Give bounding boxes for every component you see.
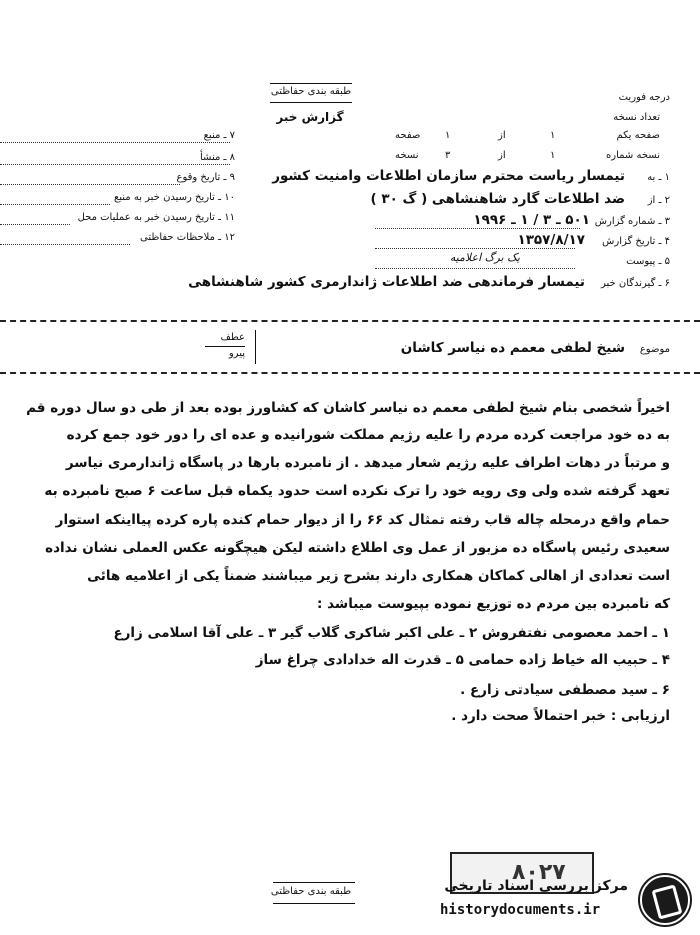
- field-report-date-label: ۴ ـ تاریخ گزارش: [602, 236, 670, 247]
- field-origin-line: [0, 164, 230, 165]
- field-report-number-label: ۳ ـ شماره گزارش: [594, 216, 670, 227]
- field-date-to-source: ۱۰ ـ تاریخ رسیدن خبر به منبع: [113, 192, 235, 203]
- subject-value: شیخ لطفی معمم ده نیاسر کاشان: [400, 340, 625, 356]
- classification-top-rule-2: [270, 102, 352, 103]
- copy-of: از: [498, 150, 506, 161]
- body-line: تعهد گرفته شده ولی وی رویه خود را ترک نکرده است حدود یکماه قبل ساعت ۶ صبح نامبرده به: [44, 483, 670, 499]
- classification-top: طبقه بندی حفاظتی: [270, 86, 352, 97]
- archive-name: مرکز بررسی اسناد تاریخی: [444, 878, 628, 894]
- field-security-notes: ۱۲ ـ ملاحظات حفاظتی: [140, 232, 235, 243]
- page-total: ۱: [445, 130, 451, 141]
- field-security-notes-line: [0, 244, 130, 245]
- field-from-value: ضد اطلاعات گارد شاهنشاهی ( گ ۳۰ ): [370, 191, 625, 207]
- page-number: ۱: [550, 130, 556, 141]
- page-label: صفحه یکم: [616, 130, 660, 141]
- subject-divider: [255, 330, 256, 364]
- field-attachment-value: یک برگ اعلامیه: [449, 251, 520, 264]
- body-line: حمام واقع درمحله چاله قاب رفته تمثال کد ۶۶ را از دیوار حمام کنده پاره کرده پیااینکه استوار: [55, 512, 670, 528]
- page-of: از: [498, 130, 506, 141]
- copies-label: تعداد نسخه: [613, 112, 660, 123]
- field-date-occurrence-line: [0, 184, 180, 185]
- field-to-label: ۱ ـ به: [647, 172, 670, 183]
- copy-number: ۱: [550, 150, 556, 161]
- header-separator: [0, 320, 700, 322]
- subject-ref: عطف: [220, 332, 245, 343]
- report-title: گزارش خبر: [276, 110, 344, 124]
- classification-bottom-rule: [273, 882, 355, 883]
- body-line: که نامبرده بین مردم ده توزیع نموده بپیوست میباشد :: [317, 596, 670, 612]
- subject-follow: پیرو: [228, 348, 245, 359]
- field-report-number-line: [375, 228, 580, 229]
- field-date-to-ops: ۱۱ ـ تاریخ رسیدن خبر به عملیات محل: [77, 212, 235, 223]
- field-from-label: ۲ ـ از: [647, 195, 670, 206]
- names-line: ۱ ـ احمد معصومی نفتفروش ۲ ـ علی اکبر شاکری گلاب گیر ۳ ـ علی آقا اسلامی زارع: [113, 625, 670, 641]
- archive-logo-icon: [640, 875, 690, 925]
- field-recipients-value: تیمسار فرماندهی ضد اطلاعات ژاندارمری کشور شاهنشاهی: [188, 274, 585, 290]
- body-line: و مرتباً در دهات اطراف علیه رژیم شعار میدهد . از نامبرده بارها در پاسگاه ژاندارمری نیاسر: [65, 455, 670, 471]
- copy-total: ۳: [445, 150, 451, 161]
- body-line: به ده خود مراجعت کرده مردم را علیه رژیم مملکت شورانیده و عده ای را دور خود جمع کرده: [66, 427, 670, 443]
- field-attachment-label: ۵ ـ پیوست: [626, 256, 670, 267]
- subject-ref-rule: [205, 346, 245, 347]
- field-report-number-value: ۵۰۱ ـ ۳ / ۱ ـ ۱۹۹۶: [473, 212, 590, 228]
- stamp-number: ۸۰۲۷: [512, 860, 566, 885]
- field-report-date-value: ۱۳۵۷/۸/۱۷: [517, 232, 585, 248]
- field-date-to-source-line: [0, 204, 110, 205]
- field-date-to-ops-line: [0, 224, 70, 225]
- urgency-label: درجه فوریت: [618, 92, 670, 103]
- subject-label: موضوع: [639, 344, 670, 355]
- subject-separator: [0, 372, 700, 374]
- classification-bottom: طبقه بندی حفاظتی: [270, 886, 352, 897]
- classification-bottom-rule-2: [273, 903, 355, 904]
- field-date-occurrence: ۹ ـ تاریخ وقوع: [176, 172, 235, 183]
- assessment: ارزیابی : خبر احتمالاً صحت دارد .: [451, 708, 670, 724]
- field-recipients-label: ۶ ـ گیرندگان خبر: [600, 278, 670, 289]
- copy-unit: نسخه: [395, 150, 419, 161]
- body-line: است تعدادی از اهالی کماکان همکاری دارند بشرح زیر میباشند ضمناً یکی از اعلامیه هائی: [87, 568, 670, 584]
- page-unit: صفحه: [395, 130, 421, 141]
- names-line: ۶ ـ سید مصطفی سیادتی زارع .: [460, 682, 670, 698]
- field-origin: ۸ ـ منشأ: [199, 152, 235, 163]
- field-source: ۷ ـ منبع: [203, 130, 235, 141]
- body-line: سعیدی رئیس پاسگاه ده مزبور از عمل وی اطلاع داشته لیکن هیچگونه عکس العملی نشان نداده: [45, 540, 670, 556]
- field-report-date-line: [375, 248, 575, 249]
- names-line: ۴ ـ حبیب اله خیاط زاده حمامی ۵ ـ قدرت اله خدادادی چراغ ساز: [255, 652, 670, 668]
- classification-top-rule: [270, 83, 352, 84]
- copy-label: نسخه شماره: [606, 150, 660, 161]
- field-to-value: تیمسار ریاست محترم سازمان اطلاعات وامنیت کشور: [272, 168, 625, 184]
- body-line: اخیراً شخصی بنام شیخ لطفی معمم ده نیاسر کاشان که کشاورز بوده بعد از طی دو سال دوره قم: [26, 400, 670, 416]
- field-attachment-line: [375, 268, 575, 269]
- archive-url: historydocuments.ir: [440, 902, 601, 918]
- field-source-line: [0, 142, 230, 143]
